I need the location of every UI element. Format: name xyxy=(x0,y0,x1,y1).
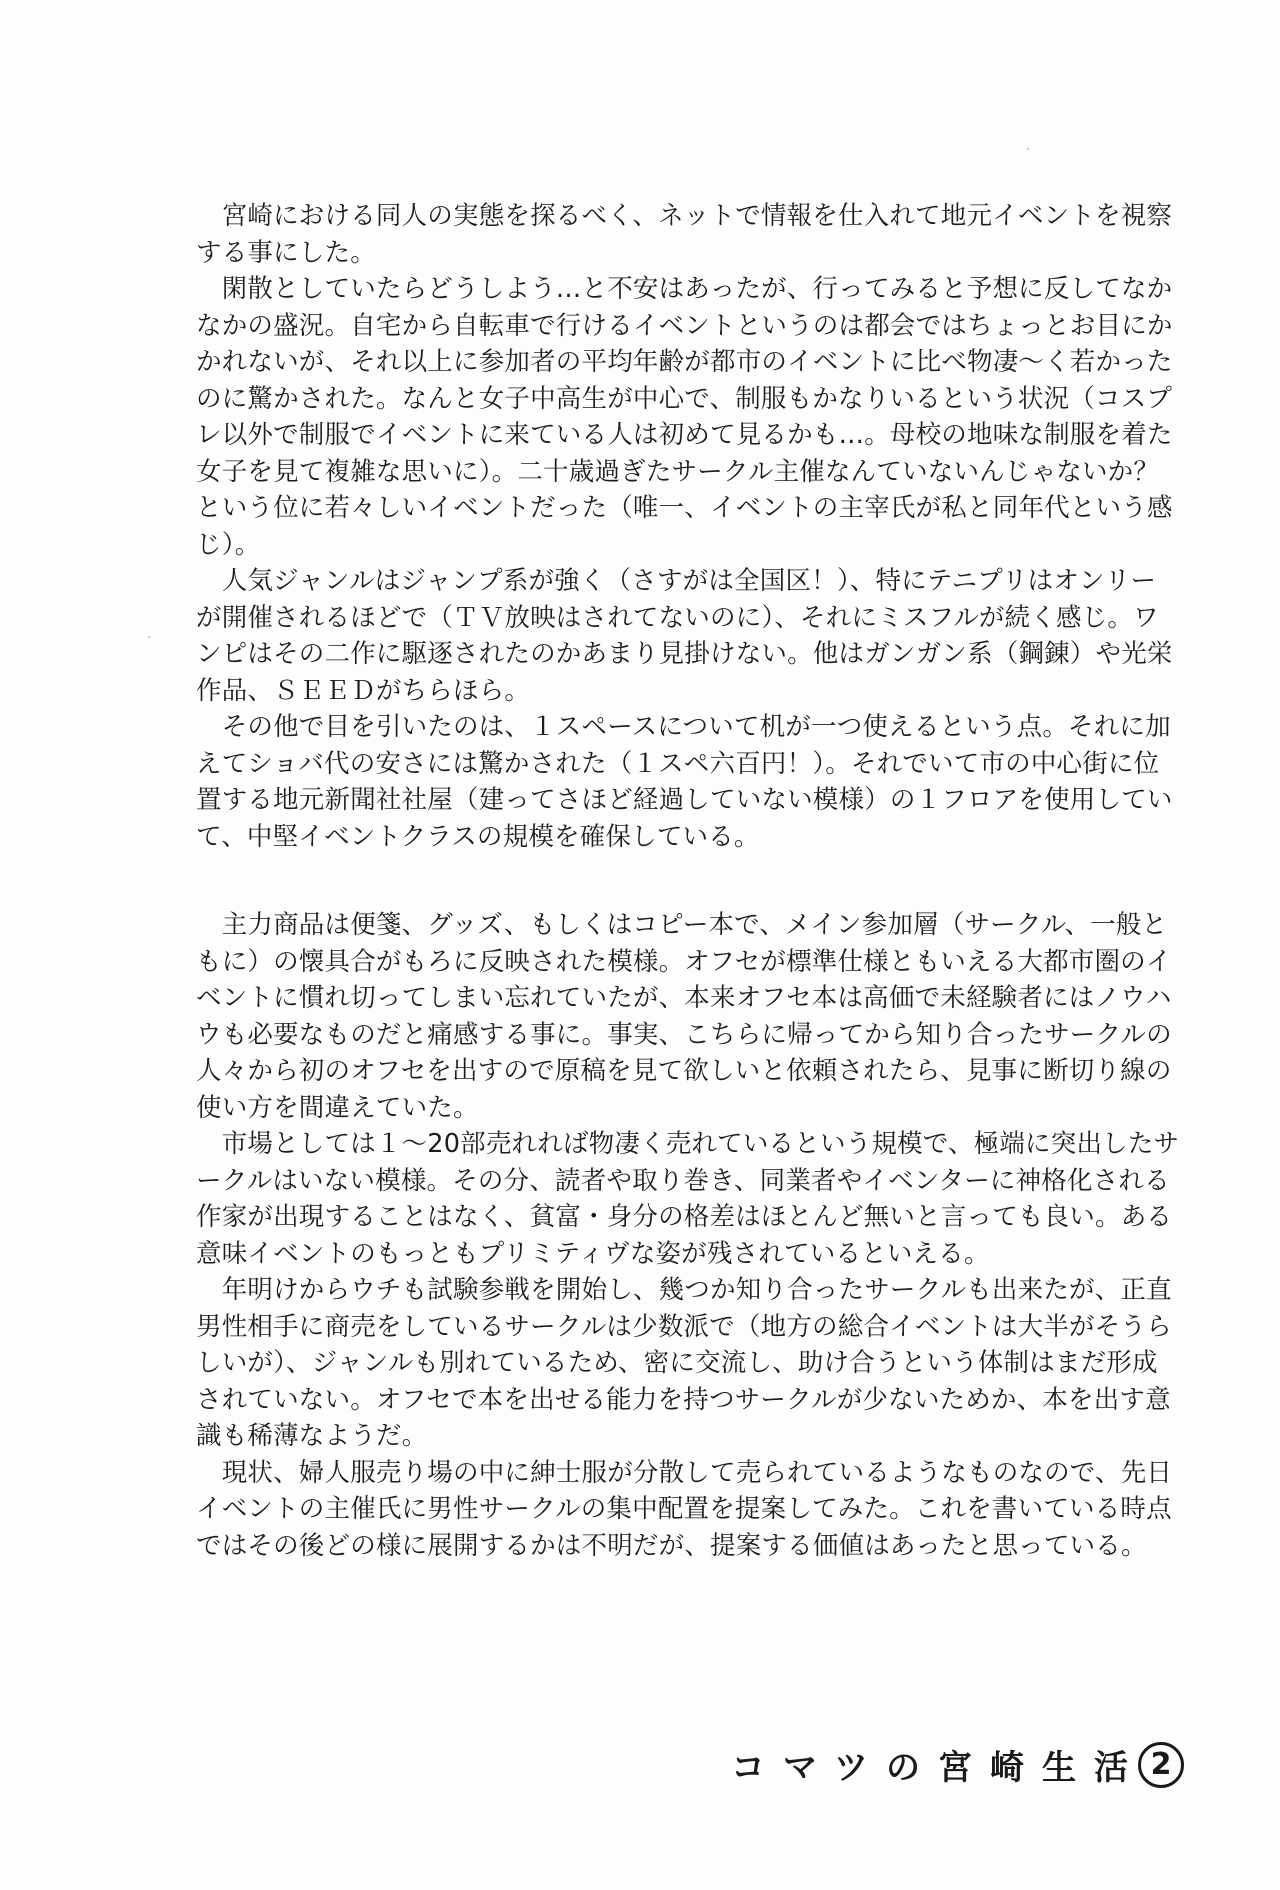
text-line: ウも必要なものだと痛感する事に。事実、こちらに帰ってから知り合ったサークルの xyxy=(196,1019,1172,1050)
text-line: する事にした。 xyxy=(196,237,376,268)
text-line: という位に若々しいイベントだった（唯一、イベントの主宰氏が私と同年代という感 xyxy=(196,493,1173,523)
text-line: 現状、婦人服売り場の中に紳士服が分散して売られているようなものなので、先日 xyxy=(196,1457,1173,1488)
text-line: ではその後どの様に展開するかは不明だが、提案する価値はあったと思っている。 xyxy=(196,1530,1147,1561)
text-line: なかの盛況。自宅から自転車で行けるイベントというのは都会ではちょっとお目にか xyxy=(196,310,1173,341)
scan-speck xyxy=(148,636,150,638)
paragraph-gap xyxy=(196,855,1144,907)
episode-number-badge: 2 xyxy=(1138,1742,1184,1788)
paragraph-5 xyxy=(196,907,1172,1126)
text-line: 主力商品は便箋、グッズ、もしくはコピー本で、メイン参加層（サークル、一般と xyxy=(196,910,1168,940)
text-line: 作品、ＳＥＥＤがちらほら。 xyxy=(196,675,531,706)
text-line: 意味イベントのもっともプリミティヴな姿が残されているといえる。 xyxy=(196,1238,990,1269)
text-line: 年明けからウチも試験参戦を開始し、幾つか知り合ったサークルも出来たが、正直 xyxy=(196,1275,1172,1305)
text-line: 作家が出現することはなく、貧富・身分の格差はほとんど無いと言っても良い。ある xyxy=(196,1202,1173,1232)
paragraph-3 xyxy=(196,563,1173,709)
text-line: 男性相手に商売をしているサークルは少数派で（地方の総合イベントは大半がそうら xyxy=(196,1311,1172,1342)
text-line: ークルはいない模様。その分、読者や取り巻き、同業者やイベンターに神格化される xyxy=(196,1165,1170,1196)
text-line: 置する地元新聞社社屋（建ってさほど経過していない模様）の１フロアを使用してい xyxy=(196,785,1173,815)
text-line: 人々から初のオフセを出すので原稿を見て欲しいと依頼されたら、見事に断切り線の xyxy=(196,1056,1172,1086)
text-line: イベントの主催氏に男性サークルの集中配置を提案してみた。これを書いている時点 xyxy=(196,1494,1172,1524)
scan-speck xyxy=(1027,148,1029,150)
text-line: えてショバ代の安さには驚かされた（１スペ六百円！）。それでいて市の中心街に位 xyxy=(196,748,1160,779)
text-line: 宮崎における同人の実態を探るべく、ネットで情報を仕入れて地元イベントを視察 xyxy=(196,201,1173,231)
text-line: もに）の懐具合がもろに反映された模様。オフセが標準仕様ともいえる大都市圏のイ xyxy=(196,946,1172,977)
text-line: その他で目を引いたのは、１スペースについて机が一つ使えるという点。それに加 xyxy=(196,712,1171,742)
series-title-text: コマツの宮崎生活 xyxy=(731,1748,1146,1788)
text-line: 人気ジャンルはジャンプ系が強く（さすがは全国区！）、特にテニプリはオンリー xyxy=(196,566,1157,596)
text-line: 市場としては１～20部売れれば物凄く売れているという規模で、極端に突出したサ xyxy=(196,1129,1180,1159)
paragraph-6 xyxy=(196,1126,1180,1272)
paragraph-4 xyxy=(196,709,1173,855)
paragraph-1 xyxy=(196,198,1173,271)
text-line: て、中堅イベントクラスの規模を確保している。 xyxy=(196,821,760,852)
text-line: じ）。 xyxy=(196,529,261,560)
text-line: 識も稀薄なようだ。 xyxy=(196,1421,428,1451)
paragraph-2 xyxy=(196,271,1173,563)
text-line: 使い方を間違えていた。 xyxy=(196,1092,479,1123)
text-line: 閑散としていたらどうしよう…と不安はあったが、行ってみると予想に反してなか xyxy=(196,274,1173,304)
text-line: のに驚かされた。なんと女子中高生が中心で、制服もかなりいるという状況（コスプ xyxy=(196,383,1173,414)
text-line: 女子を見て複雑な思いに）。二十歳過ぎたサークル主催なんていないんじゃないか？ xyxy=(196,456,1160,487)
text-line: しいが）、ジャンルも別れているため、密に交流し、助け合うという体制はまだ形成 xyxy=(196,1348,1158,1378)
text-line: が開催されるほどで（ＴＶ放映はされてないのに）、それにミスフルが続く感じ。ワ xyxy=(196,602,1159,633)
paragraph-7 xyxy=(196,1272,1172,1455)
text-line: されていない。オフセで本を出せる能力を持つサークルが少ないためか、本を出す意 xyxy=(196,1384,1171,1415)
article-body xyxy=(196,198,1180,1564)
text-line: かれないが、それ以上に参加者の平均年齢が都市のイベントに比べ物凄～く若かった xyxy=(196,347,1173,377)
paragraph-8 xyxy=(196,1455,1173,1565)
text-line: レ以外で制服でイベントに来ている人は初めて見るかも…。母校の地味な制服を着た xyxy=(196,420,1173,450)
text-line: ベントに慣れ切ってしまい忘れていたが、本来オフセ本は高価で未経験者にはノウハ xyxy=(196,983,1172,1013)
text-line: ンピはその二作に駆逐されたのかあまり見掛けない。他はガンガン系（鋼錬）や光栄 xyxy=(196,639,1173,669)
series-title xyxy=(731,1740,1184,1789)
